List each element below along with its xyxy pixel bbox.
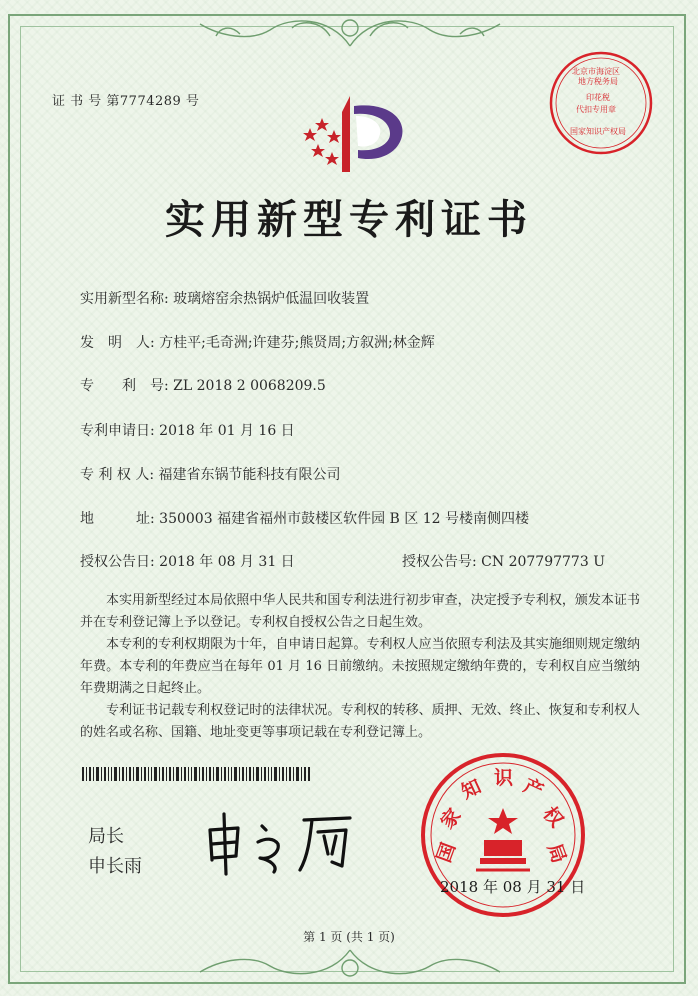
svg-text:局: 局 <box>542 840 571 867</box>
svg-text:国家知识产权局: 国家知识产权局 <box>570 127 626 136</box>
seal-date: 2018 年 08 月 31 日 <box>440 878 586 896</box>
svg-text:地方税务局: 地方税务局 <box>578 77 618 86</box>
field-patentee <box>80 464 341 484</box>
certificate-title: 实用新型专利证书 <box>165 196 533 243</box>
svg-text:国: 国 <box>432 839 461 866</box>
body-paragraph-1: 本实用新型经过本局依照中华人民共和国专利法进行初步审查，决定授予专利权，颁发本证书并在专利登记簿上予以登记。专利权自授权公告之日起生效。 <box>80 593 640 630</box>
field-utility-model-name <box>80 288 369 308</box>
name-value: 玻璃熔窑余热锅炉低温回收装置 <box>173 291 370 307</box>
barcode-icon <box>82 767 312 781</box>
filing-date-label: 专利申请日: <box>80 423 155 439</box>
certificate-number: 证 书 号 第7774289 号 <box>52 94 200 109</box>
patent-no-label: 专 利 号: <box>80 378 169 394</box>
name-label: 实用新型名称: <box>80 291 169 307</box>
inventors-label: 发 明 人: <box>80 335 155 351</box>
patent-logo-icon <box>298 92 418 176</box>
svg-text:印花税: 印花税 <box>586 93 610 102</box>
svg-text:家: 家 <box>436 804 466 834</box>
body-paragraph-2: 本专利的专利权期限为十年，自申请日起算。专利权人应当依照专利法及其实施细则规定缴纳年费。本专利的年费应当在每年 01 月 16 日前缴纳。未按照规定缴纳年费的，专利权自应当缴纳年费期满之日起终止。 <box>80 637 640 696</box>
field-filing-date <box>80 420 295 440</box>
address-value: 350003 福建省福州市鼓楼区软件园 B 区 12 号楼南侧四楼 <box>159 511 529 527</box>
inventors-value: 方桂平;毛奇洲;许建芬;熊贤周;方叙洲;林金辉 <box>159 335 435 351</box>
field-grant-number <box>402 551 605 571</box>
signature-icon <box>200 808 370 878</box>
grant-date-label: 授权公告日: <box>80 554 155 570</box>
top-ornament-icon <box>180 6 520 50</box>
address-label: 地 址: <box>80 511 155 527</box>
svg-text:北京市海淀区: 北京市海淀区 <box>572 67 620 76</box>
field-grant-date <box>80 551 295 571</box>
field-address <box>80 508 529 528</box>
svg-text:权: 权 <box>538 802 568 832</box>
field-patent-number <box>80 375 326 395</box>
tax-seal-icon <box>546 48 656 158</box>
field-inventors <box>80 332 435 352</box>
grant-no-value: CN 207797773 U <box>481 554 605 570</box>
grant-no-label: 授权公告号: <box>402 554 477 570</box>
signatory-title: 局长 <box>88 826 124 847</box>
owner-value: 福建省东锅节能科技有限公司 <box>158 467 341 483</box>
svg-text:识: 识 <box>494 767 514 789</box>
svg-text:产: 产 <box>520 774 547 803</box>
filing-date-value: 2018 年 01 月 16 日 <box>159 423 295 439</box>
bottom-ornament-icon <box>180 944 520 988</box>
svg-text:知: 知 <box>458 775 485 804</box>
grant-date-value: 2018 年 08 月 31 日 <box>159 554 295 570</box>
body-paragraph-3: 专利证书记载专利权登记时的法律状况。专利权的转移、质押、无效、终止、恢复和专利权人的姓名或名称、国籍、地址变更等事项记载在专利登记簿上。 <box>80 703 640 740</box>
owner-label: 专 利 权 人: <box>80 467 155 483</box>
svg-text:代扣专用章: 代扣专用章 <box>576 105 616 114</box>
page-number: 第 1 页 (共 1 页) <box>303 930 395 944</box>
patent-no-value: ZL 2018 2 0068209.5 <box>173 378 326 394</box>
signatory-name: 申长雨 <box>88 856 142 877</box>
